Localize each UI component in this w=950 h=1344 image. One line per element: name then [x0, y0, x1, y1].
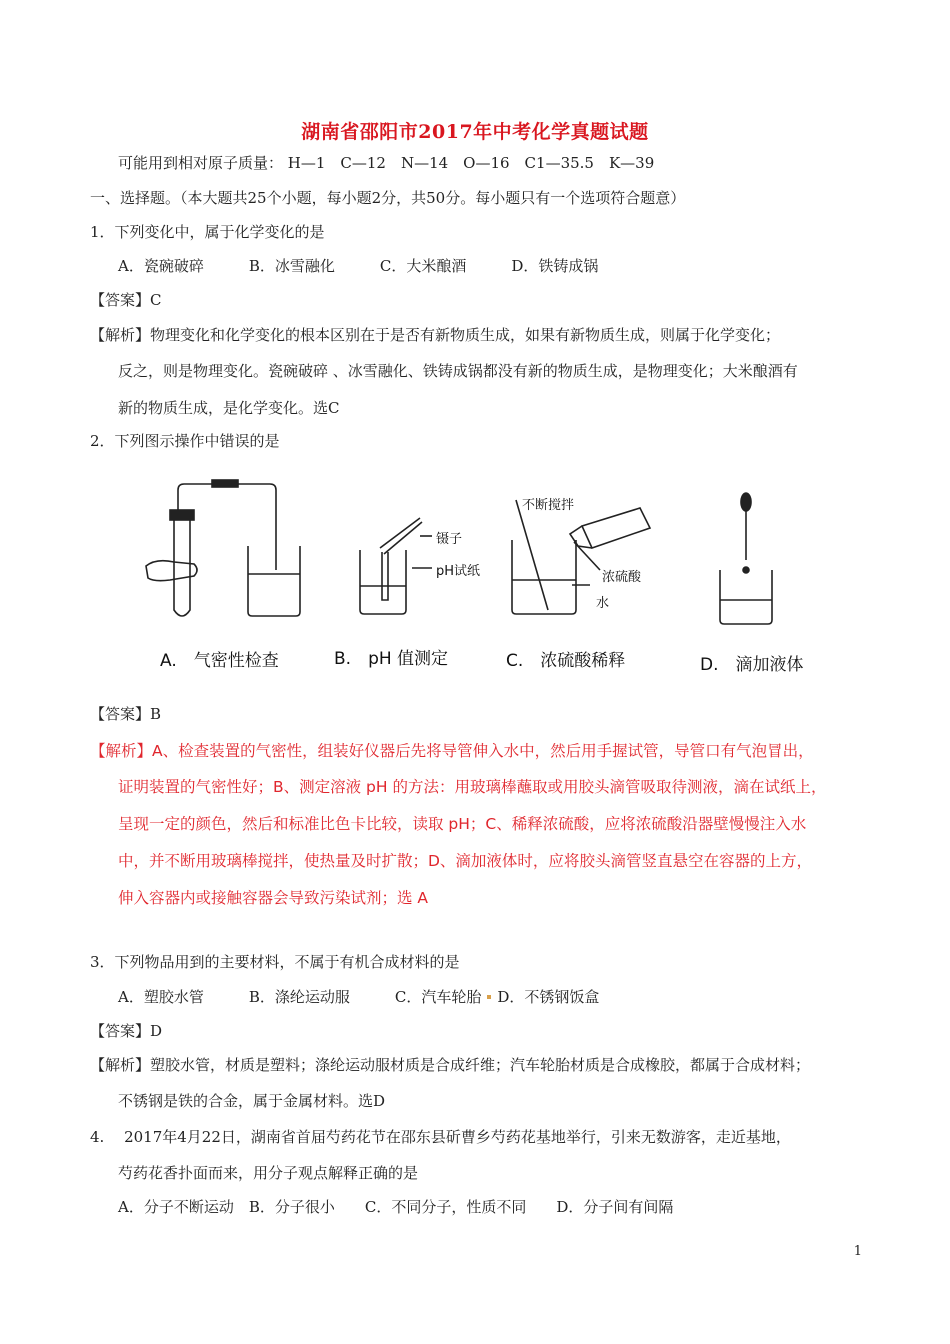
beaker-b-icon: [360, 550, 406, 614]
page-number: 1: [853, 1244, 862, 1259]
label-water: 水: [596, 596, 610, 611]
label-stir: 不断搅拌: [522, 498, 575, 513]
atomic-masses: 可能用到相对原子质量： H—1 C—12 N—14 O—16 C1—35.5 K—39: [118, 154, 655, 172]
q4-stem: 芍药花香扑面而来，用分子观点解释正确的是: [118, 1164, 419, 1182]
caption-b: B. pH 值测定: [334, 649, 449, 669]
beaker-a-icon: [248, 546, 300, 616]
q2-answer: 【答案】B: [90, 705, 162, 723]
q3-stem: 3．下列物品用到的主要材料，不属于有机合成材料的是: [90, 953, 460, 971]
caption-c: C. 浓硫酸稀释: [506, 651, 626, 671]
q4-options: A．分子不断运动 B．分子很小 C．不同分子，性质不同 D．分子间有间隔: [118, 1198, 674, 1216]
section-heading: 一、选择题。（本大题共25个小题，每小题2分，共50分。每小题只有一个选项符合题意）: [90, 189, 686, 207]
tweezers-icon: [380, 518, 422, 554]
q3-analysis: 不锈钢是铁的合金，属于金属材料。选D: [118, 1092, 386, 1110]
lab-operations-figure: [120, 470, 840, 685]
beaker-d-icon: [720, 570, 772, 624]
q2-analysis: 中，并不断用玻璃棒搅拌，使热量及时扩散；D、滴加液体时，应将胶头滴管竖直悬空在容器的上方，: [118, 852, 812, 870]
page-title: 湖南省邵阳市2017年中考化学真题试题: [301, 121, 649, 143]
q1-analysis: 【解析】物理变化和化学变化的根本区别在于是否有新物质生成，如果有新物质生成，则属于化学变化；: [90, 326, 781, 344]
q2-stem: 2．下列图示操作中错误的是: [90, 432, 280, 450]
caption-a: A. 气密性检查: [160, 651, 279, 671]
q2-analysis: 呈现一定的颜色，然后和标准比色卡比较，读取 pH；C、稀释浓硫酸，应将浓硫酸沿器壁慢慢注入水: [118, 815, 807, 833]
q1-options: A．瓷碗破碎 B．冰雪融化 C．大米酿酒 D．铁铸成锅: [118, 257, 599, 275]
beaker-c-icon: [512, 540, 576, 614]
q3-option-d: D．不锈钢饭盒: [497, 988, 600, 1006]
stopper-icon: [170, 510, 194, 520]
q4-stem: 4. 2017年4月22日，湖南省首届芍药花节在邵东县斫曹乡芍药花基地举行，引来无数游客，走近基地，: [90, 1128, 791, 1146]
ph-paper-icon: [382, 552, 388, 600]
q1-stem: 1．下列变化中，属于化学变化的是: [90, 223, 325, 241]
q3-options-abc: A．塑胶水管 B．涤纶运动服 C．汽车轮胎: [118, 988, 482, 1006]
q2-analysis: 伸入容器内或接触容器会导致污染试剂；选 A: [118, 889, 429, 907]
dot-mark: [487, 995, 491, 999]
q3-answer: 【答案】D: [90, 1022, 163, 1040]
q2-analysis: 证明装置的气密性好；B、测定溶液 pH 的方法：用玻璃棒蘸取或用胶头滴管吸取待测液，滴在试纸上，: [118, 778, 827, 796]
q3-options: [118, 987, 599, 1007]
delivery-tube-icon: [178, 484, 276, 570]
label-ph-paper: pH试纸: [436, 564, 481, 579]
test-tube-icon: [174, 518, 190, 616]
q2-analysis: 【解析】A、检查装置的气密性，组装好仪器后先将导管伸入水中，然后用手握试管，导管口有气泡冒出，: [90, 742, 814, 760]
caption-d: D. 滴加液体: [700, 655, 804, 675]
q1-answer: 【答案】C: [90, 291, 162, 309]
label-tweezers: 镊子: [436, 532, 463, 547]
glass-rod-icon: [516, 500, 548, 610]
q1-analysis: 新的物质生成，是化学变化。选C: [118, 399, 340, 417]
q3-analysis: 【解析】塑胶水管，材质是塑料；涤纶运动服材质是合成纤维；汽车轮胎材质是合成橡胶，都属于合成材料；: [90, 1056, 811, 1074]
label-acid: 浓硫酸: [602, 570, 642, 585]
q1-analysis: 反之，则是物理变化。瓷碗破碎 、冰雪融化、铁铸成锅都没有新的物质生成，是物理变化；大米酿酒有: [118, 362, 798, 380]
acid-bottle-icon: [582, 508, 650, 548]
